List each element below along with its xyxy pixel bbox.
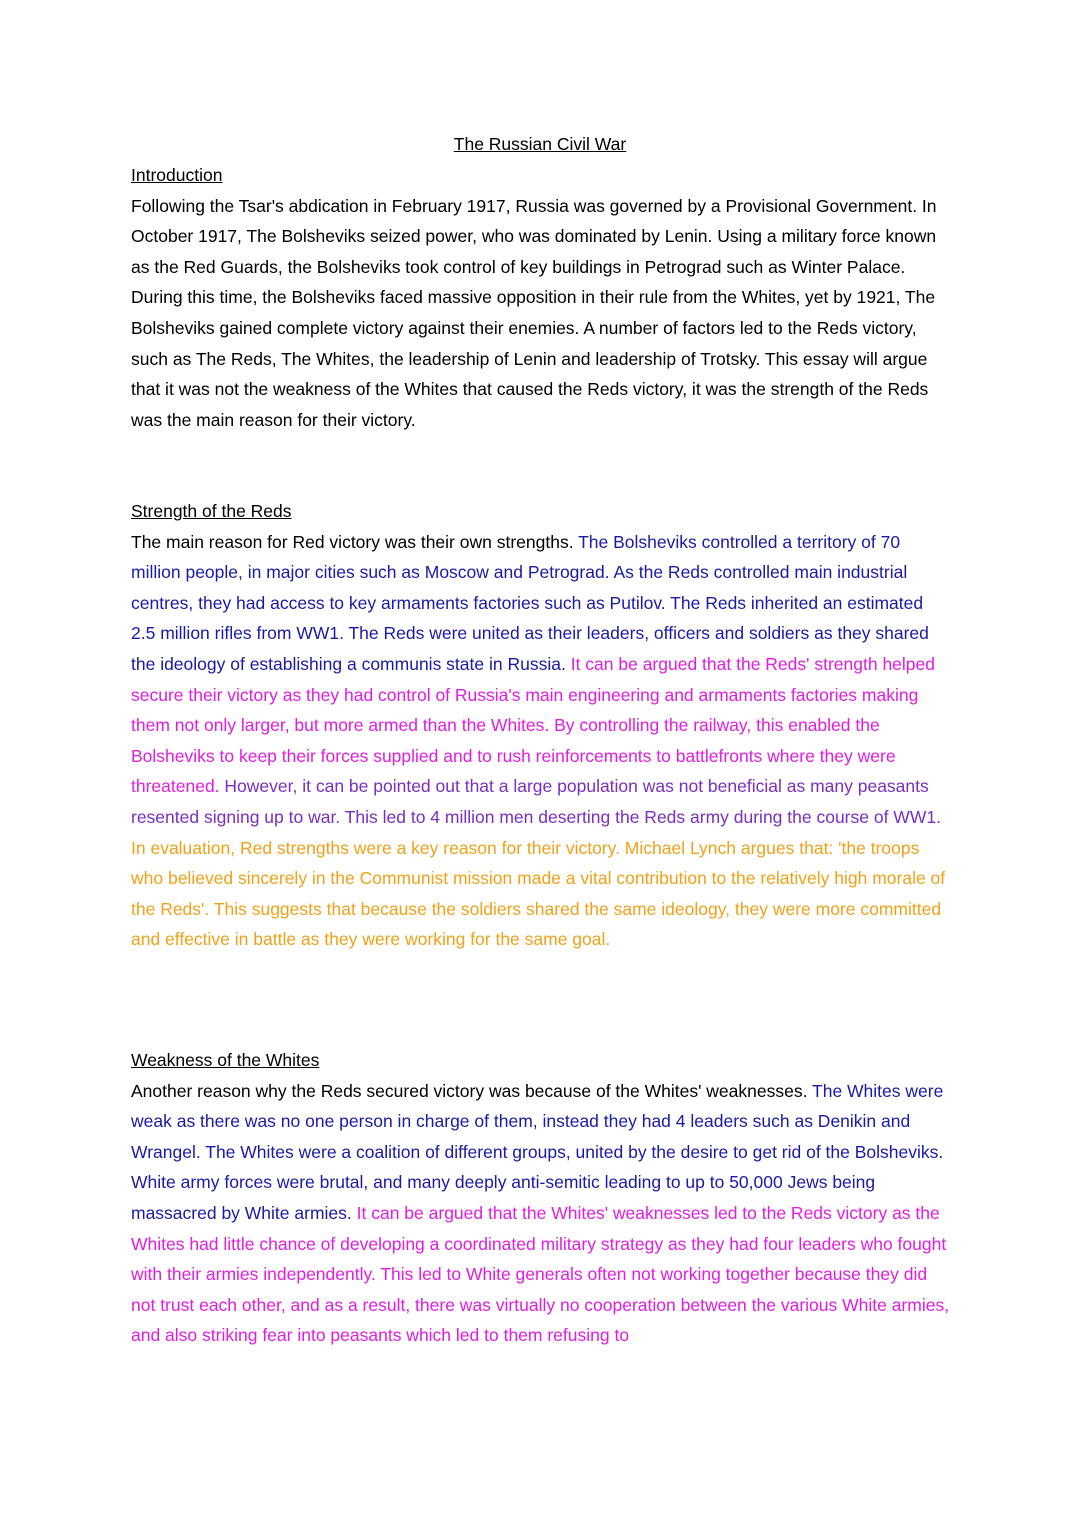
- introduction-section: [131, 160, 951, 435]
- document-title-text: The Russian Civil War: [453, 134, 627, 154]
- whites-point-text: Another reason why the Reds secured victory was because of the Whites' weaknesses.: [131, 1080, 808, 1101]
- weakness-of-whites-section: [131, 1045, 951, 1351]
- reds-evidence-text: The Bolsheviks controlled a territory of 70 million people, in major cities such as Moscow and Petrograd. As the Reds controlled main industrial centres, they had access to key armaments factories such as Putilov. The Reds inherited an estimated 2.5 million rifles from WW1. The Reds were united as their leaders, officers and soldiers as they shared the ideology of establishing a communis state in Russia.: [131, 531, 929, 674]
- whites-analysis-text: It can be argued that the Whites' weaknesses led to the Reds victory as the Whites had little chance of developing a coordinated military strategy as they had four leaders who fought with their armies independently. This led to White generals often not working together because they did not trust each other, and as a result, there was virtually no cooperation between the various White armies, and also striking fear into peasants which led to them refusing to: [131, 1202, 950, 1346]
- reds-evaluation-text: In evaluation, Red strengths were a key reason for their victory. Michael Lynch argues that: 'the troops who believed sincerely in the Communist mission made a vital contribution to the relatively high morale of the Reds'. This suggests that because the soldiers shared the same ideology, they were more committed and effective in battle as they were working for the same goal.: [131, 837, 946, 950]
- strength-of-reds-paragraph: [131, 527, 951, 955]
- introduction-paragraph: [131, 191, 951, 436]
- strength-of-reds-heading: Strength of the Reds: [131, 501, 292, 521]
- introduction-heading: Introduction: [131, 165, 223, 185]
- document-title: [0, 132, 1080, 156]
- whites-evidence-text: The Whites were weak as there was no one person in charge of them, instead they had 4 leaders such as Denikin and Wrangel. The Whites were a coalition of different groups, united by the desire to get rid of the Bolsheviks. White army forces were brutal, and many deeply anti-semitic leading to up to 50,000 Jews being massacred by White armies.: [131, 1080, 944, 1223]
- reds-counter-text: However, it can be pointed out that a large population was not beneficial as many peasants resented signing up to war. This led to 4 million men deserting the Reds army during the course of WW1.: [131, 776, 941, 827]
- reds-point-text: The main reason for Red victory was their own strengths.: [131, 531, 574, 552]
- weakness-of-whites-paragraph: [131, 1076, 951, 1351]
- introduction-text: Following the Tsar's abdication in February 1917, Russia was governed by a Provisional Government. In October 1917, The Bolsheviks seized power, who was dominated by Lenin. Using a military force known as the Red Guards, the Bolsheviks took control of key buildings in Petrograd such as Winter Palace. During this time, the Bolsheviks faced massive opposition in their rule from the Whites, yet by 1921, The Bolsheviks gained complete victory against their enemies. A number of factors led to the Reds victory, such as The Reds, The Whites, the leadership of Lenin and leadership of Trotsky. This essay will argue that it was not the weakness of the Whites that caused the Reds victory, it was the strength of the Reds was the main reason for their victory.: [131, 195, 937, 430]
- reds-analysis-text: It can be argued that the Reds' strength helped secure their victory as they had control of Russia's main engineering and armaments factories making them not only larger, but more armed than the Whites. By controlling the railway, this enabled the Bolsheviks to keep their forces supplied and to rush reinforcements to battlefronts where they were threatened.: [131, 653, 935, 797]
- weakness-of-whites-heading: Weakness of the Whites: [131, 1050, 320, 1070]
- strength-of-reds-section: [131, 496, 951, 955]
